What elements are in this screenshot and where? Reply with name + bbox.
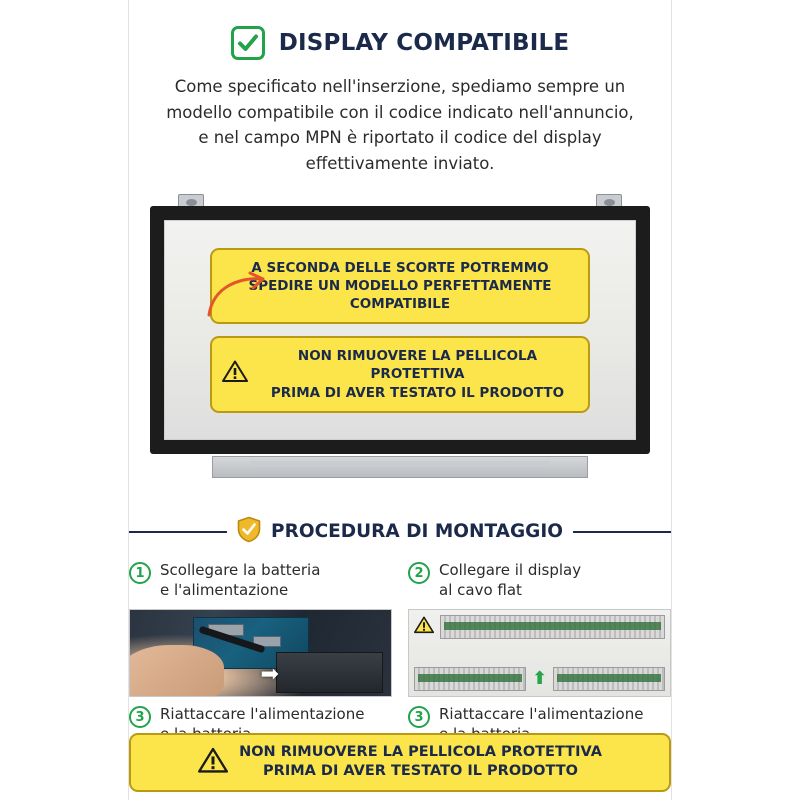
flat-cable-connector-photo <box>408 609 671 697</box>
step-2 <box>408 561 671 605</box>
step-column-right <box>408 561 671 749</box>
photo-flat-connector-bottom-2 <box>553 667 665 691</box>
intro-paragraph <box>137 74 663 176</box>
intro-line-1: Come specificato nell'inserzione, spediamo sempre un <box>174 77 626 96</box>
display-panel-illustration <box>150 194 650 494</box>
right-margin-rule <box>671 0 672 800</box>
notice-protective-film-text <box>257 347 578 402</box>
notice-protective-film-box <box>210 336 590 413</box>
step-1-line-1: Scollegare la batteria <box>160 561 321 580</box>
step-number-1: 1 <box>129 562 151 584</box>
photo-flat-connector-top <box>440 615 665 639</box>
check-badge-icon <box>231 26 265 60</box>
intro-line-4: effettivamente inviato. <box>305 153 495 173</box>
bottom-warning-triangle-icon <box>198 747 228 778</box>
bottom-warning-line-1: NON RIMUOVERE LA PELLICOLA PROTETTIVA <box>239 743 602 760</box>
content-column <box>129 0 671 800</box>
step-1-text <box>160 561 320 600</box>
procedure-title: PROCEDURA DI MONTAGGIO <box>271 521 563 543</box>
step-number-3-left: 3 <box>129 706 151 728</box>
step-2-text <box>439 561 581 600</box>
bottom-warning-line-2: PRIMA DI AVER TESTATO IL PRODOTTO <box>263 763 578 780</box>
step-column-left <box>129 561 392 749</box>
photo-hand <box>129 645 224 698</box>
notice-film-line-1: NON RIMUOVERE LA PELLICOLA PROTETTIVA <box>297 348 538 383</box>
curved-arrow-icon <box>203 269 273 319</box>
photo-up-arrow-icon: ⬆ <box>531 668 548 690</box>
procedure-section-header <box>129 516 671 547</box>
procedure-steps <box>129 561 671 749</box>
intro-line-2: modello compatibile con il codice indicato nell'annuncio, <box>166 102 634 122</box>
step-number-3-right: 3 <box>408 706 430 728</box>
step-2-line-2: al cavo flat <box>439 580 522 599</box>
notice-compatible-text: A SECONDA DELLE SCORTE POTREMMO SPEDIRE UN MODELLO PERFETTAMENTE COMPATIBILE <box>248 259 552 313</box>
panel-bezel <box>150 206 650 454</box>
shield-icon <box>237 516 261 547</box>
divider-left <box>129 531 227 533</box>
photo-connector-row-bottom <box>414 667 665 691</box>
step-3-left-line-1: Riattaccare l'alimentazione <box>160 705 365 724</box>
intro-line-3: e nel campo MPN è riportato il codice del display <box>198 128 602 148</box>
page-title: DISPLAY COMPATIBILE <box>278 30 570 56</box>
bottom-warning-banner <box>129 733 671 792</box>
header <box>129 0 671 60</box>
divider-right <box>573 531 671 533</box>
notice-film-line-2: PRIMA DI AVER TESTATO IL PRODOTTO <box>270 384 565 401</box>
step-number-2: 2 <box>408 562 430 584</box>
step-2-line-1: Collegare il display <box>439 561 582 580</box>
photo-battery <box>276 652 382 694</box>
warning-triangle-icon <box>222 360 248 388</box>
bottom-warning-text <box>239 743 602 782</box>
step-1-line-2: e l'alimentazione <box>160 580 289 599</box>
panel-screen <box>164 220 636 440</box>
photo-arrow-icon: ➡ <box>260 661 279 687</box>
photo-flat-connector-bottom <box>414 667 526 691</box>
photo-connector-row-top <box>414 615 665 639</box>
step-3-right-line-1: Riattaccare l'alimentazione <box>439 705 644 724</box>
panel-bottom-strip <box>212 456 588 478</box>
motherboard-battery-photo <box>129 609 392 697</box>
photo-warning-triangle-icon <box>414 616 434 638</box>
step-1 <box>129 561 392 605</box>
